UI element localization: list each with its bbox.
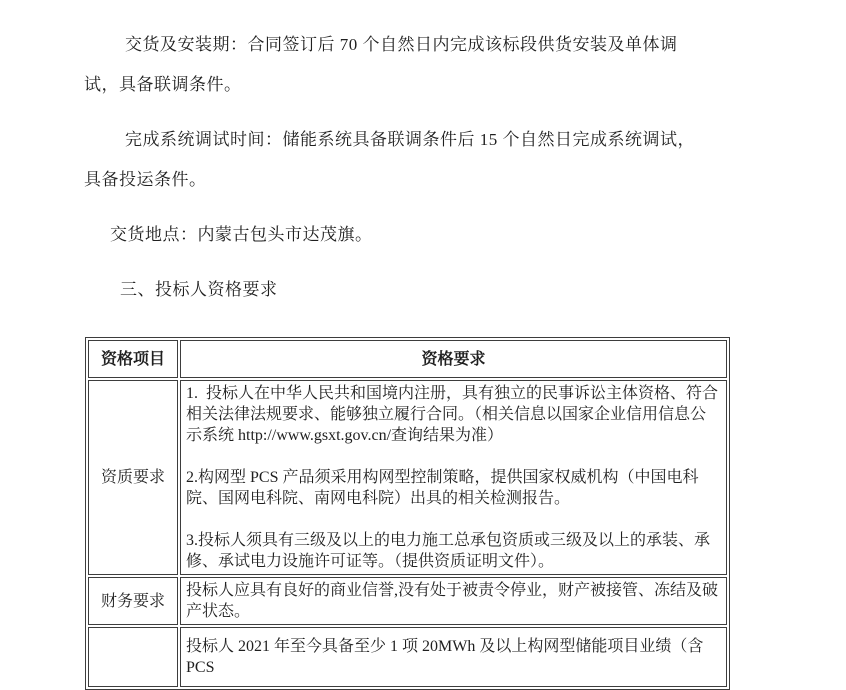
requirement-item-construction-license: 3.投标人须具有三级及以上的电力施工总承包资质或三级及以上的承装、承修、承试电力设施许可证等。（提供资质证明文件）。 bbox=[186, 532, 711, 570]
table-header-row bbox=[88, 340, 727, 378]
paragraph-delivery-install-period: 交货及安装期：合同签订后 70 个自然日内完成该标段供货安装及单体调试，具备联调条件。 bbox=[84, 35, 678, 94]
header-cell-qualification-item: 资格项目 bbox=[88, 340, 178, 378]
row-label-performance bbox=[88, 627, 178, 687]
row-content-financial bbox=[180, 577, 727, 625]
paragraph-system-debug-time: 完成系统调试时间：储能系统具备联调条件后 15 个自然日完成系统调试，具备投运条件。 bbox=[84, 130, 695, 189]
table-row-credential-requirements bbox=[88, 380, 727, 575]
row-content-credential bbox=[180, 380, 727, 575]
requirement-item-project-track-record: 投标人 2021 年至今具备至少 1 项 20MWh 及以上构网型储能项目业绩（含 PCS bbox=[186, 638, 708, 676]
row-label-financial: 财务要求 bbox=[88, 577, 178, 625]
header-cell-qualification-requirement: 资格要求 bbox=[180, 340, 727, 378]
row-label-credential: 资质要求 bbox=[88, 380, 178, 575]
qualification-table bbox=[85, 337, 730, 690]
requirement-item-registration: 1. 投标人在中华人民共和国境内注册，具有独立的民事诉讼主体资格、符合相关法律法规要求、能够独立履行合同。（相关信息以国家企业信用信息公示系统 http://www.gsxt.gov.cn/查询结果为准） bbox=[186, 385, 719, 444]
paragraph-delivery-place: 交货地点：内蒙古包头市达茂旗。 bbox=[110, 225, 373, 244]
table-row-financial-requirements bbox=[88, 577, 727, 625]
requirement-item-pcs-grid-forming: 2.构网型 PCS 产品须采用构网型控制策略，提供国家权威机构（中国电科院、国网电科院、南网电科院）出具的相关检测报告。 bbox=[186, 469, 699, 507]
table-row-performance-requirements bbox=[88, 627, 727, 687]
row-content-performance bbox=[180, 627, 727, 687]
requirement-item-commercial-credit: 投标人应具有良好的商业信誉,没有处于被责令停业，财产被接管、冻结及破产状态。 bbox=[186, 582, 719, 620]
section-heading-bidder-qualifications: 三、投标人资格要求 bbox=[120, 280, 278, 299]
